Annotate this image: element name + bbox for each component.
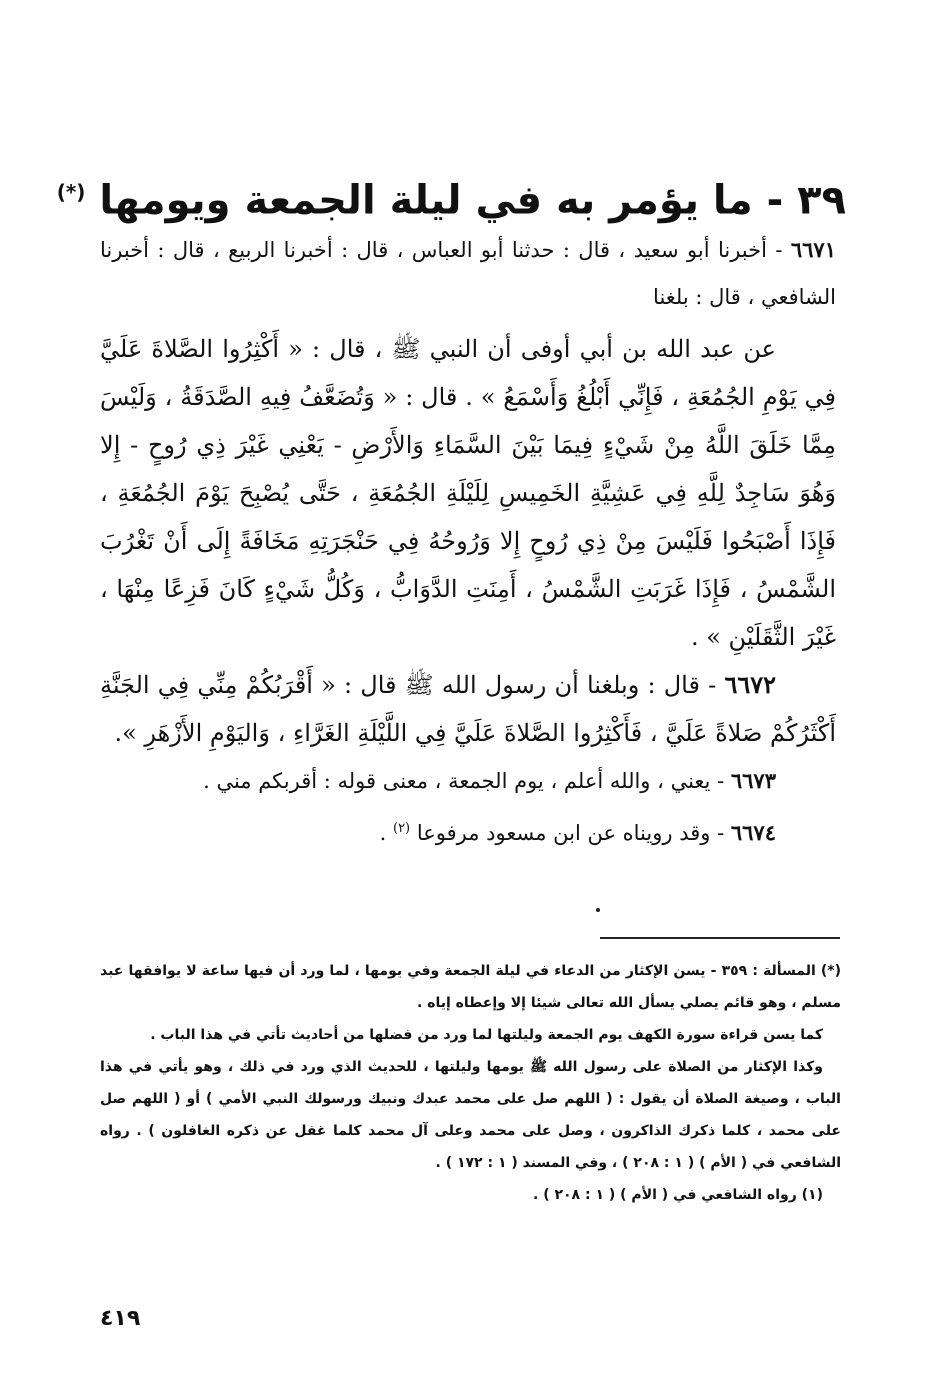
entry-6672 xyxy=(100,661,836,757)
entry-tail: . xyxy=(379,821,393,845)
chapter-heading xyxy=(56,160,846,224)
entry-dash: - xyxy=(710,821,725,845)
entry-text: وقد رويناه عن ابن مسعود مرفوعا xyxy=(416,821,711,845)
footnote-ref: (٢) xyxy=(392,821,411,836)
entry-number: ٦٦٧١ xyxy=(790,237,836,262)
page-number: ٤١٩ xyxy=(100,1306,141,1331)
footnote-separator xyxy=(600,937,840,939)
chapter-footnote-marker: (*) xyxy=(56,180,86,204)
hadith-text xyxy=(100,325,836,661)
main-text xyxy=(100,226,836,857)
footnote-salawat: وكذا الإكثار من الصلاة على رسول الله ﷺ يومها وليلتها ، للحديث الذي ورد في ذلك ، وهو يأتي في هذا الباب ، وصيغة الصلاة أن يقول : ( اللهم صل على محمد عبدك ونبيك ورسولك النبي الأمي ) أو ( اللهم صل على محمد ، كلما ذكرك الذاكرون ، وصل على محمد وعلى آل محمد كلما غفل عن ذكره الغافلون ) . رواه الشافعي في ( الأم ) ( ١ : ٢٠٨ ) ، وفي المسند ( ١ : ١٧٢ ) . xyxy=(100,1059,841,1171)
stray-dot xyxy=(596,908,600,912)
entry-text: عن عبد الله بن أبي أوفى أن النبي ﷺ ، قال : « أَكْثِرُوا الصَّلاةَ عَلَيَّ فِي يَوْمِ الجُمُعَةِ ، فَإِنِّي أَبْلُغُ وَأَسْمَعُ » . قال : « وَتُضَعَّفُ فِيهِ الصَّدَقَةُ ، وَلَيْسَ مِمَّا خَلَقَ اللَّهُ مِنْ شَيْءٍ فِيمَا بَيْنَ السَّمَاءِ وَالأَرْضِ - يَعْنِي غَيْرَ ذِي رُوحٍ - إِلا وَهُوَ سَاجِدٌ لِلَّهِ فِي عَشِيَّةِ الخَمِيسِ لِلَيْلَةِ الجُمُعَةِ ، حَتَّى يُصْبِحَ يَوْمَ الجُمُعَةِ ، فَإِذَا أَصْبَحُوا فَلَيْسَ مِنْ ذِي رُوحٍ إِلا وَرُوحُهُ فِي حَنْجَرَتِهِ مَخَافَةً إِلَى أَنْ تَغْرُبَ الشَّمْسُ ، فَإِذَا غَرَبَتِ الشَّمْسُ ، أَمِنَتِ الدَّوَابُّ ، وَكُلُّ شَيْءٍ كَانَ فَزِعًا مِنْهَا ، غَيْرَ الثَّقَلَيْنِ » . xyxy=(100,335,836,651)
entry-dash: - xyxy=(699,671,717,699)
footnote-kahf: كما يسن قراءة سورة الكهف يوم الجمعة وليلتها لما ورد من فضلها من أحاديث تأتي في هذا الباب . xyxy=(150,1027,823,1043)
entry-number: ٦٦٧٣ xyxy=(730,768,776,793)
footnote-1: (١) رواه الشافعي في ( الأم ) ( ١ : ٢٠٨ ) . xyxy=(533,1187,823,1203)
footnotes xyxy=(100,955,841,1211)
entry-6671 xyxy=(100,226,836,321)
entry-dash: - xyxy=(766,238,783,262)
chapter-title: ما يؤمر به في ليلة الجمعة ويومها xyxy=(99,177,753,224)
entry-6673 xyxy=(100,757,836,805)
entry-text: أخبرنا أبو سعيد ، قال : حدثنا أبو العباس ، قال : أخبرنا الربيع ، قال : أخبرنا الشافعي ، قال : بلغنا xyxy=(100,238,836,309)
entry-6674 xyxy=(100,805,836,857)
entry-text: قال : وبلغنا أن رسول الله ﷺ قال : « أَقْرَبُكُمْ مِنِّي فِي الجَنَّةِ أَكْثَرُكُمْ صَلاةً عَلَيَّ ، فَأَكْثِرُوا الصَّلاةَ عَلَيَّ فِي اللَّيْلَةِ الغَرَّاءِ ، وَاليَوْمِ الأَزْهَرِ ». xyxy=(100,671,836,747)
entry-text: يعني ، والله أعلم ، يوم الجمعة ، معنى قوله : أقربكم مني . xyxy=(203,769,711,793)
footnote-main: (*) المسألة : ٣٥٩ - يسن الإكثار من الدعاء في ليلة الجمعة وفي يومها ، لما ورد أن فيها ساعة لا يوافقها عبد مسلم ، وهو قائم يصلي يسأل الله تعالى شيئا إلا وإعطاه إياه . xyxy=(100,963,841,1011)
entry-number: ٦٦٧٢ xyxy=(724,670,777,699)
chapter-number: ٣٩ xyxy=(797,177,846,224)
entry-number: ٦٦٧٤ xyxy=(730,820,776,845)
entry-dash: - xyxy=(710,769,725,793)
heading-dash: - xyxy=(752,177,784,224)
